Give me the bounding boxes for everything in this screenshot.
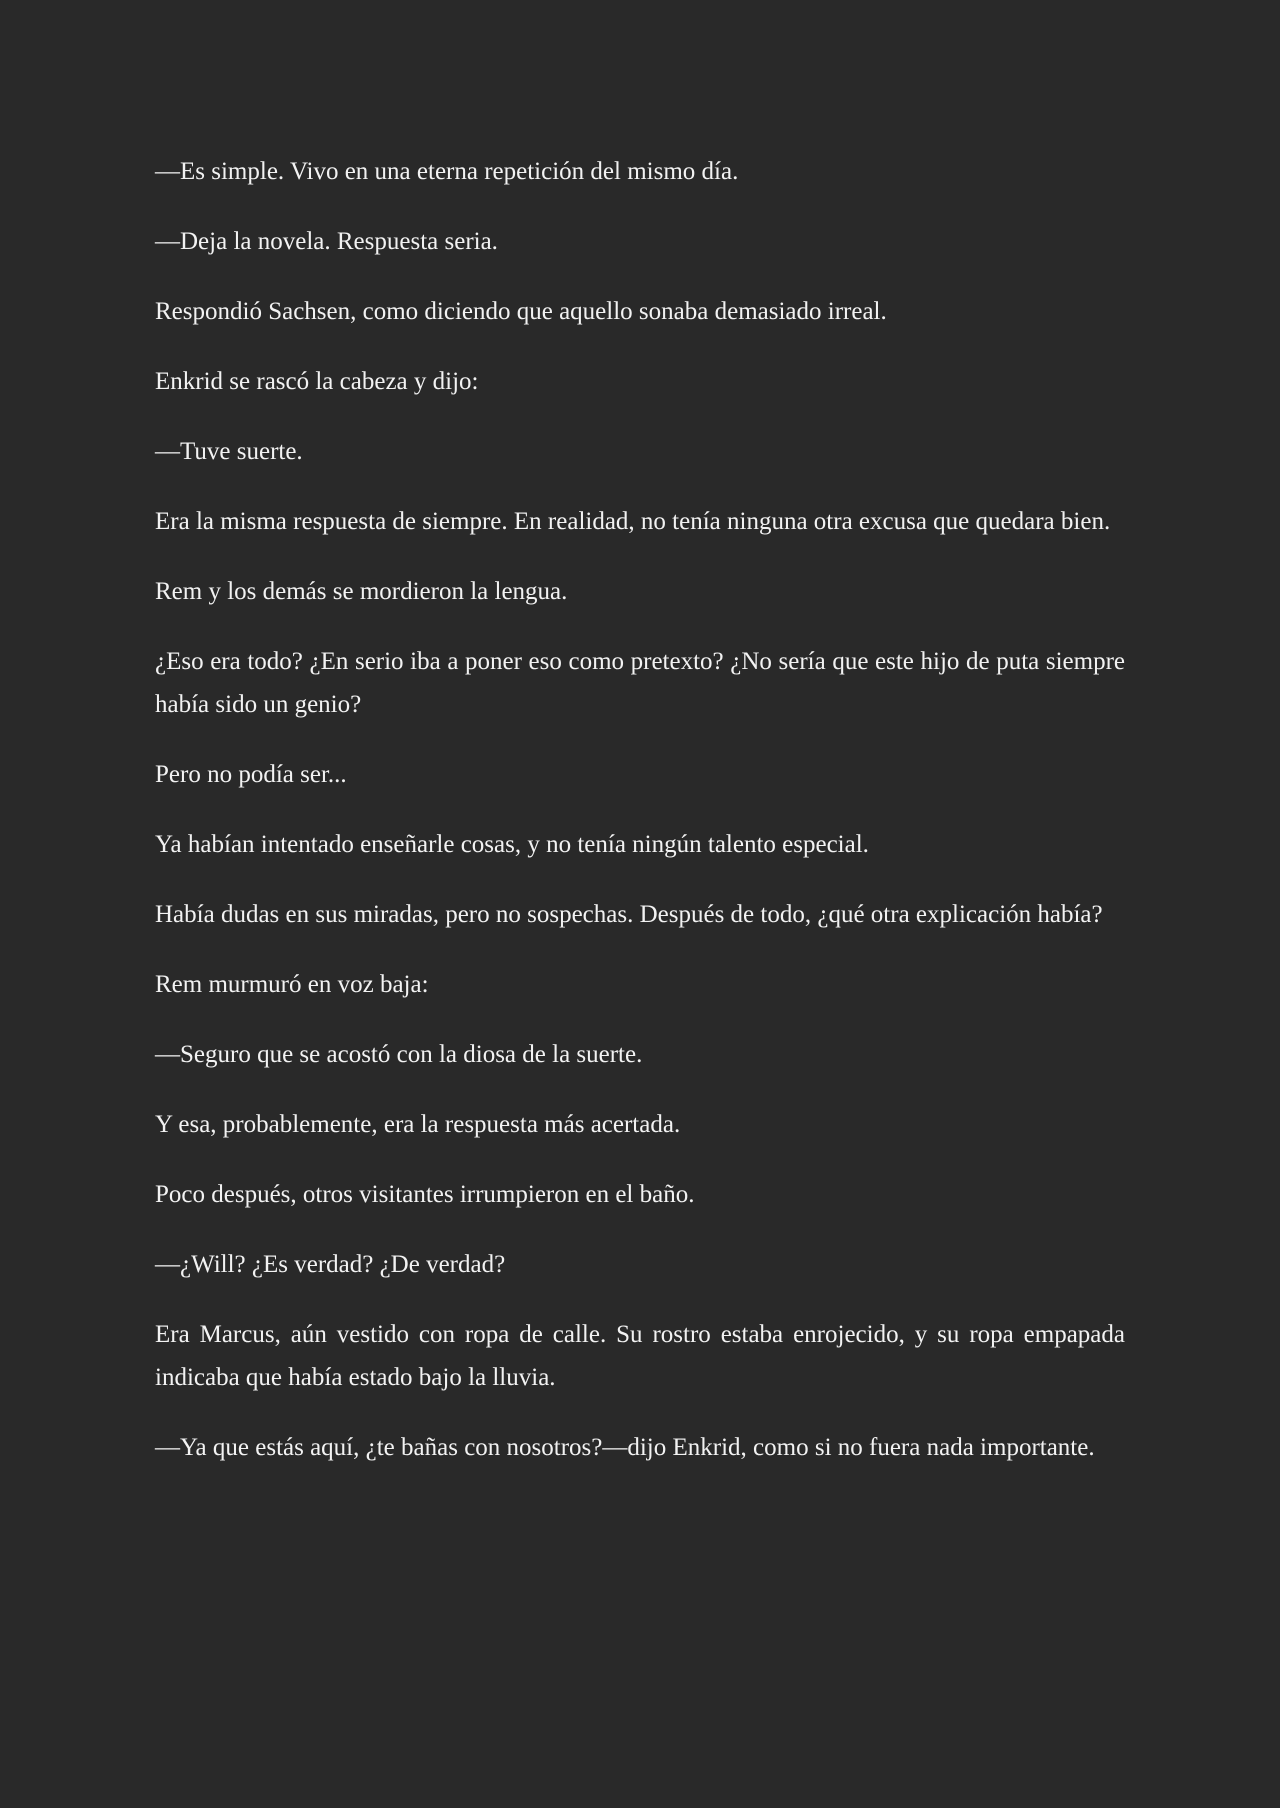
paragraph: —Tuve suerte.: [155, 438, 303, 465]
paragraph: —Deja la novela. Respuesta seria.: [155, 228, 498, 255]
paragraph: —Ya que estás aquí, ¿te bañas con nosotros?—dijo Enkrid, como si no fuera nada importante.: [155, 1434, 1095, 1461]
paragraph: —¿Will? ¿Es verdad? ¿De verdad?: [155, 1251, 506, 1278]
paragraph: —Seguro que se acostó con la diosa de la suerte.: [155, 1041, 643, 1068]
paragraph: ¿Eso era todo? ¿En serio iba a poner eso como pretexto? ¿No sería que este hijo de puta siempre había sido un genio?: [155, 648, 1125, 718]
paragraph: Ya habían intentado enseñarle cosas, y no tenía ningún talento especial.: [155, 831, 869, 858]
paragraph: Rem y los demás se mordieron la lengua.: [155, 578, 568, 605]
paragraph: Era Marcus, aún vestido con ropa de calle. Su rostro estaba enrojecido, y su ropa empapada indicaba que había estado bajo la lluvia.: [155, 1321, 1125, 1391]
paragraph: Respondió Sachsen, como diciendo que aquello sonaba demasiado irreal.: [155, 298, 887, 325]
paragraph: Enkrid se rascó la cabeza y dijo:: [155, 368, 479, 395]
text-body: [155, 150, 1125, 1469]
paragraph: Era la misma respuesta de siempre. En realidad, no tenía ninguna otra excusa que quedara bien.: [155, 508, 1111, 535]
paragraph: Pero no podía ser...: [155, 761, 347, 788]
paragraph: —Es simple. Vivo en una eterna repetición del mismo día.: [155, 158, 739, 185]
paragraph: Poco después, otros visitantes irrumpieron en el baño.: [155, 1181, 695, 1208]
paragraph: Y esa, probablemente, era la respuesta más acertada.: [155, 1111, 681, 1138]
paragraph: Rem murmuró en voz baja:: [155, 971, 429, 998]
paragraph: Había dudas en sus miradas, pero no sospechas. Después de todo, ¿qué otra explicación había?: [155, 901, 1103, 928]
